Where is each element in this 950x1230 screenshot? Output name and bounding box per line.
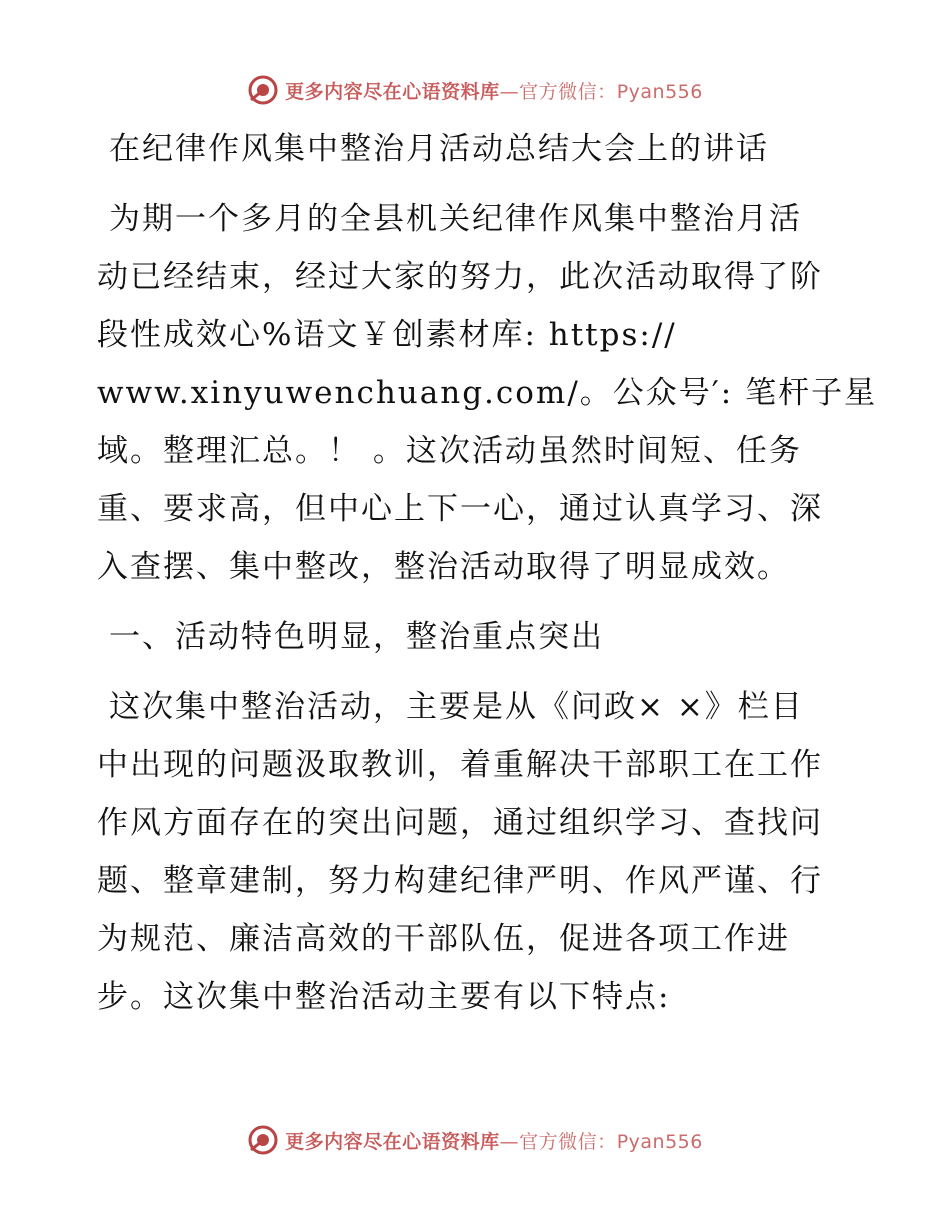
brand-logo-icon: [247, 1124, 279, 1156]
header-watermark: [0, 70, 950, 110]
document-title: 在纪律作风集中整治月活动总结大会上的讲话: [109, 131, 769, 167]
paragraph-line: 入查摆、集中整改，整治活动取得了明显成效。: [97, 549, 790, 585]
document-body: [97, 120, 878, 1026]
paragraph-line: 步。这次集中整治活动主要有以下特点:: [97, 979, 671, 1015]
paragraph-line: 域。整理汇总。！ 。这次活动虽然时间短、任务: [97, 433, 802, 469]
paragraph-line: 重、要求高，但中心上下一心，通过认真学习、深: [97, 491, 823, 527]
section-heading: 一、活动特色明显，整治重点突出: [109, 619, 604, 655]
brand-logo-icon: [247, 74, 279, 106]
paragraph-line: 为规范、廉洁高效的干部队伍，促进各项工作进: [97, 921, 790, 957]
paragraph-features: [97, 678, 857, 1026]
watermark-text: 更多内容尽在心语资料库—官方微信：Pyan556: [285, 80, 703, 103]
paragraph-line: 中出现的问题汲取教训，着重解决干部职工在工作: [97, 747, 823, 783]
paragraph-line: 作风方面存在的突出问题，通过组织学习、查找问: [97, 805, 823, 841]
paragraph-intro: [97, 190, 878, 596]
footer-watermark: [0, 1120, 950, 1160]
paragraph-line: 为期一个多月的全县机关纪律作风集中整治月活: [109, 201, 802, 237]
paragraph-line: 动已经结束，经过大家的努力，此次活动取得了阶: [97, 259, 823, 295]
paragraph-line: www.xinyuwenchuang.com/。公众号′: 笔杆子星: [97, 375, 878, 411]
watermark-text: 更多内容尽在心语资料库—官方微信：Pyan556: [285, 1130, 703, 1153]
paragraph-line: 这次集中整治活动，主要是从《问政× ×》栏目: [109, 689, 804, 725]
paragraph-line: 段性成效心%语文￥创素材库: https://: [97, 317, 677, 353]
paragraph-line: 题、整章建制，努力构建纪律严明、作风严谨、行: [97, 863, 823, 899]
